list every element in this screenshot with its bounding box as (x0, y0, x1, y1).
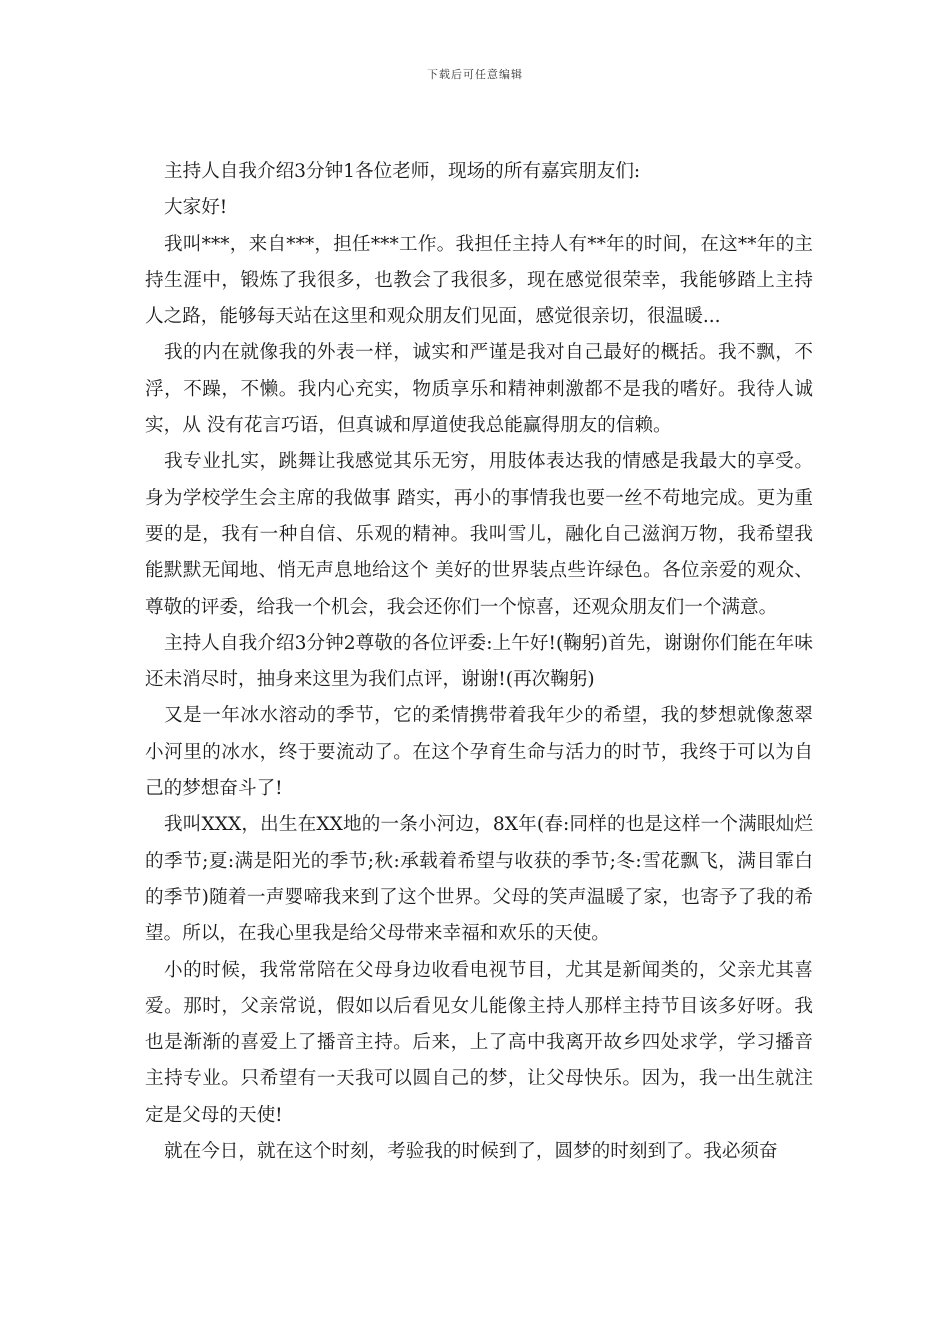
paragraph: 我叫***，来自***，担任***工作。我担任主持人有**年的时间，在这**年的主持生涯中，锻炼了我很多，也教会了我很多，现在感觉很荣幸，我能够踏上主持人之路，能够每天站在这里和观众朋友们见面，感觉很亲切，很温暖... (145, 233, 813, 328)
paragraph: 又是一年冰水溶动的季节，它的柔情携带着我年少的希望，我的梦想就像葱翠小河里的冰水，终于要流动了。在这个孕育生命与活力的时节，我终于可以为自己的梦想奋斗了! (145, 705, 813, 800)
paragraph: 我专业扎实，跳舞让我感觉其乐无穷，用肢体表达我的情感是我最大的享受。身为学校学生会主席的我做事 踏实，再小的事情我也要一丝不苟地完成。更为重要的是，我有一种自信、乐观的精神。我叫雪儿，融化自己滋润万物，我希望我能默默无闻地、悄无声息地给这个 美好的世界装点些许绿色。各位亲爱的观众、尊敬的评委，给我一个机会，我会还你们一个惊喜，还观众朋友们一个满意。 (145, 451, 813, 618)
paragraph: 大家好! (164, 197, 228, 219)
paragraph: 小的时候，我常常陪在父母身边收看电视节目，尤其是新闻类的，父亲尤其喜爱。那时，父亲常说，假如以后看见女儿能像主持人那样主持节目该多好呀。我也是渐渐的喜爱上了播音主持。后来，上了高中我离开故乡四处求学，学习播音主持专业。只希望有一天我可以圆自己的梦，让父母快乐。因为，我一出生就注定是父母的天使! (145, 959, 813, 1126)
paragraph: 我叫XXX，出生在XX地的一条小河边，8X年(春:同样的也是这样一个满眼灿烂的季节;夏:满是阳光的季节;秋:承载着希望与收获的季节;冬:雪花飘飞，满目霏白的季节)随着一声婴啼我来到了这个世界。父母的笑声温暖了家，也寄予了我的希望。所以，在我心里我是给父母带来幸福和欢乐的天使。 (145, 814, 813, 945)
paragraph: 主持人自我介绍3分钟2尊敬的各位评委:上午好!(鞠躬)首先，谢谢你们能在年味还未消尽时，抽身来这里为我们点评，谢谢!(再次鞠躬) (145, 632, 813, 691)
page-header: 下载后可任意编辑 (427, 68, 523, 81)
paragraph: 我的内在就像我的外表一样，诚实和严谨是我对自己最好的概括。我不飘，不浮，不躁，不懒。我内心充实，物质享乐和精神刺激都不是我的嗜好。我待人诚实，从 没有花言巧语，但真诚和厚道使我总能赢得朋友的信赖。 (145, 342, 813, 437)
document-body (145, 154, 813, 1170)
paragraph: 就在今日，就在这个时刻，考验我的时候到了，圆梦的时刻到了。我必须奋 (164, 1141, 778, 1163)
paragraph: 主持人自我介绍3分钟1各位老师，现场的所有嘉宾朋友们: (164, 161, 641, 182)
